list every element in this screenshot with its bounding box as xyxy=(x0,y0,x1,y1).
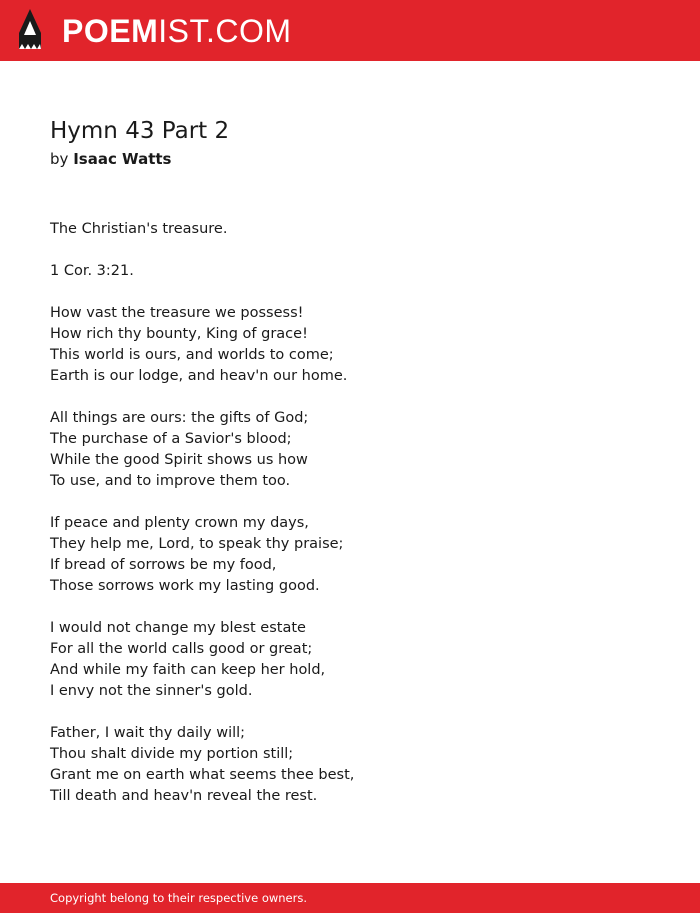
poem-line: This world is ours, and worlds to come; xyxy=(50,347,334,363)
poem-line: Those sorrows work my lasting good. xyxy=(50,578,320,594)
poem-line: Earth is our lodge, and heav'n our home. xyxy=(50,368,348,384)
pencil-tip-icon xyxy=(17,9,43,51)
site-logo[interactable] xyxy=(62,12,292,50)
poem-line: The purchase of a Savior's blood; xyxy=(50,431,292,447)
poem-body xyxy=(50,219,650,807)
poem-line: Father, I wait thy daily will; xyxy=(50,725,246,741)
poem-line: I would not change my blest estate xyxy=(50,620,306,636)
poem-line: How rich thy bounty, King of grace! xyxy=(50,326,308,342)
site-header xyxy=(0,0,700,61)
poem-line: They help me, Lord, to speak thy praise; xyxy=(50,536,344,552)
poem-line: For all the world calls good or great; xyxy=(50,641,313,657)
poem-line: How vast the treasure we possess! xyxy=(50,305,304,321)
poem-subtitle: The Christian's treasure. xyxy=(50,221,228,237)
poem-line: And while my faith can keep her hold, xyxy=(50,662,326,678)
poem-reference: 1 Cor. 3:21. xyxy=(50,263,134,279)
poem-line: If bread of sorrows be my food, xyxy=(50,557,277,573)
site-footer xyxy=(0,883,700,913)
logo-text-bold: POEM xyxy=(62,13,159,49)
poem-line: If peace and plenty crown my days, xyxy=(50,515,309,531)
poem-line: While the good Spirit shows us how xyxy=(50,452,308,468)
poem-line: Thou shalt divide my portion still; xyxy=(50,746,294,762)
poem-author: Isaac Watts xyxy=(73,150,172,168)
by-label: by xyxy=(50,150,69,168)
logo-text-light: IST.COM xyxy=(158,13,292,49)
copyright-notice: Copyright belong to their respective owners. xyxy=(50,891,308,905)
poem-line: Till death and heav'n reveal the rest. xyxy=(50,788,318,804)
poem-line: I envy not the sinner's gold. xyxy=(50,683,253,699)
poem-line: To use, and to improve them too. xyxy=(50,473,291,489)
poem-line: Grant me on earth what seems thee best, xyxy=(50,767,355,783)
poem-byline xyxy=(50,149,171,169)
poem-title: Hymn 43 Part 2 xyxy=(50,118,230,144)
poem-line: All things are ours: the gifts of God; xyxy=(50,410,309,426)
